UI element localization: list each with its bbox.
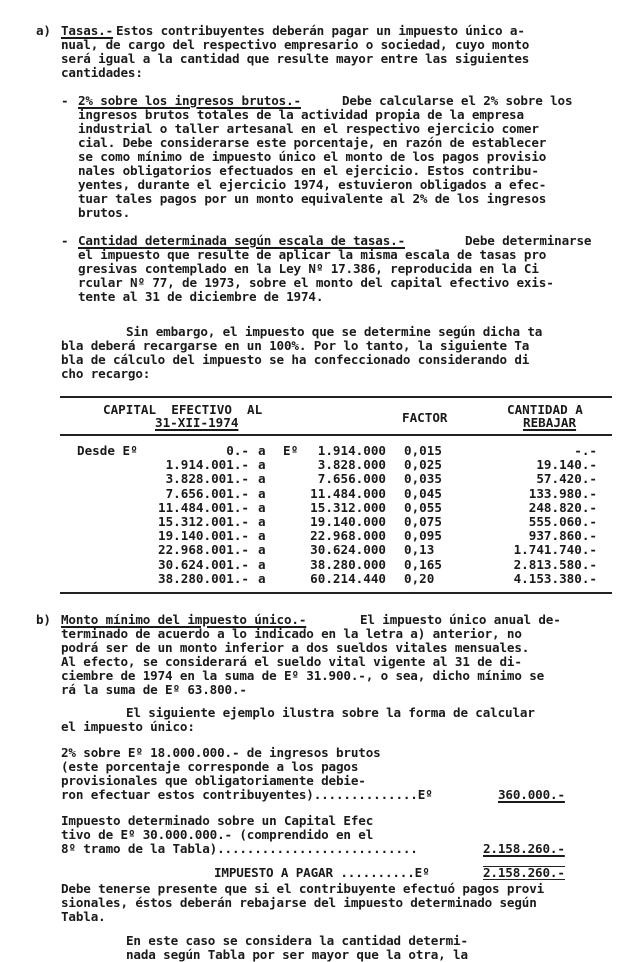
example-line-1: el impuesto único: — [61, 719, 195, 734]
cell-from: 11.484.001.- — [158, 500, 249, 515]
table-header-cantidad-1: CANTIDAD A — [507, 402, 583, 417]
closing-line-1: sionales, éstos deberán rebajarse del impuesto determinado según — [61, 895, 537, 910]
calc1-line-0: 2% sobre Eº 18.000.000.- de ingresos brutos — [61, 745, 381, 760]
cell-rebajar: -.- — [574, 443, 597, 458]
cell-to: 60.214.440 — [310, 571, 386, 586]
cell-a: a — [258, 486, 266, 501]
cell-to: 1.914.000 — [317, 443, 386, 458]
closing-line-0: Debe tenerse presente que si el contribuyente efectuó pagos provi — [61, 881, 545, 896]
cell-a: a — [258, 500, 266, 515]
item1-line-2: industrial o taller artesanal en el respectivo ejercicio comer — [78, 121, 539, 136]
cell-to: 15.312.000 — [310, 500, 386, 515]
item1-line-8: brutos. — [78, 205, 131, 220]
item1-line-3: cial. Debe considerarse este porcentaje, en razón de establecer — [78, 135, 547, 150]
calc1-amount: 360.000.- — [498, 787, 565, 802]
cell-a: a — [258, 457, 266, 472]
cell-a: a — [258, 514, 266, 529]
calc2-line-2: 8º tramo de la Tabla)........................... — [61, 841, 418, 856]
cell-rebajar: 4.153.380.- — [513, 571, 597, 586]
item2-line-4: tente al 31 de diciembre de 1974. — [78, 289, 324, 304]
section-a-title: Tasas.- — [61, 23, 114, 38]
cell-factor: 0,055 — [404, 500, 442, 515]
table-header-cantidad-2: REBAJAR — [523, 415, 577, 430]
cell-from: 38.280.001.- — [158, 571, 249, 586]
cell-rebajar: 937.860.- — [528, 528, 597, 543]
table-header-factor: FACTOR — [402, 410, 448, 425]
section-a-marker: a) — [36, 23, 51, 38]
cell-currency: Eº — [283, 443, 299, 458]
cell-to: 7.656.000 — [317, 471, 386, 486]
cell-rebajar: 1.741.740.- — [513, 542, 597, 557]
item1-line-7: tuar tales pagos por un monto equivalente al 2% de los ingresos — [78, 191, 547, 206]
table-header-capital-1: CAPITAL EFECTIVO AL — [103, 402, 263, 417]
cell-to: 30.624.000 — [310, 542, 386, 557]
section-b-line-4: ciembre de 1974 en la suma de Eº 31.900.-, o sea, dicho mínimo se — [61, 668, 545, 683]
closing-line-2: Tabla. — [61, 909, 106, 924]
section-b-line-1: terminado de acuerdo a lo indicado en la letra a) anterior, no — [61, 626, 522, 641]
item2-line-3: rcular Nº 77, de 1973, sobre el monto del capital efectivo exis- — [78, 275, 554, 290]
calc1-line-1: (este porcentaje corresponde a los pagos — [61, 759, 359, 774]
cell-a: a — [258, 557, 266, 572]
item2-title: Cantidad determinada según escala de tasas.- — [78, 233, 406, 248]
cell-rebajar: 2.813.580.- — [513, 557, 597, 572]
section-b-title: Monto mínimo del impuesto único.- — [61, 612, 307, 627]
cell-factor: 0,035 — [404, 471, 442, 486]
table-desde-label: Desde Eº — [77, 443, 138, 458]
cell-to: 22.968.000 — [310, 528, 386, 543]
cell-a: a — [258, 528, 266, 543]
item1-line-4: se como mínimo de impuesto único el monto de los pagos provisio — [78, 149, 547, 164]
cell-a: a — [258, 542, 266, 557]
item1-title: 2% sobre los ingresos brutos.- — [78, 93, 301, 108]
calc2-line-0: Impuesto determinado sobre un Capital Efec — [61, 813, 374, 828]
section-b-line-5: rá la suma de Eº 63.800.- — [61, 682, 247, 697]
para-line-1: bla deberá recargarse en un 100%. Por lo tanto, la siguiente Ta — [61, 338, 530, 353]
cell-a: a — [258, 571, 266, 586]
item2-line-2: gresivas contemplado en la Ley Nº 17.386, reproducida en la Ci — [78, 261, 539, 276]
calc1-line-2: provisionales que obligatoriamente debie- — [61, 773, 366, 788]
cell-from: 0.- — [226, 443, 249, 458]
item1-line-1: ingresos brutos totales de la actividad propia de la empresa — [78, 107, 524, 122]
cell-factor: 0,165 — [404, 557, 442, 572]
section-b-line-2: podrá ser de un monto inferior a dos sueldos vitales mensuales. — [61, 640, 530, 655]
cell-from: 7.656.001.- — [165, 486, 249, 501]
cell-rebajar: 19.140.- — [536, 457, 597, 472]
cell-from: 3.828.001.- — [165, 471, 249, 486]
cell-factor: 0,13 — [404, 542, 435, 557]
cell-a: a — [258, 471, 266, 486]
cell-factor: 0,045 — [404, 486, 442, 501]
cell-rebajar: 133.980.- — [528, 486, 597, 501]
item1-dash: - — [61, 93, 69, 108]
item1-line-5: nales obligatorios efectuados en el ejercicio. Estos contribu- — [78, 163, 539, 178]
table-header-rule — [60, 434, 612, 436]
item2-line-1: el impuesto que resulte de aplicar la misma escala de tasas pro — [78, 247, 547, 262]
cell-rebajar: 57.420.- — [536, 471, 597, 486]
pagar-label: IMPUESTO A PAGAR ..........Eº — [214, 865, 430, 880]
section-a-line-1: nual, de cargo del respectivo empresario o sociedad, cuyo monto — [61, 37, 530, 52]
cell-from: 19.140.001.- — [158, 528, 249, 543]
table-top-rule — [60, 396, 612, 398]
section-b-marker: b) — [36, 612, 51, 627]
para-line-0: Sin embargo, el impuesto que se determine según dicha ta — [126, 324, 543, 339]
pagar-amount: 2.158.260.- — [483, 865, 565, 880]
cell-factor: 0,025 — [404, 457, 442, 472]
section-a-line-3: cantidades: — [61, 65, 143, 80]
cell-to: 11.484.000 — [310, 486, 386, 501]
table-bottom-rule — [60, 592, 612, 594]
example-line-0: El siguiente ejemplo ilustra sobre la forma de calcular — [126, 705, 535, 720]
calc2-line-1: tivo de Eº 30.000.000.- (comprendido en el — [61, 827, 374, 842]
calc2-amount: 2.158.260.- — [483, 841, 565, 856]
item2-line-0: Debe determinarse — [465, 233, 592, 248]
cell-a: a — [258, 443, 266, 458]
cell-to: 38.280.000 — [310, 557, 386, 572]
section-b-line-3: Al efecto, se considerará el sueldo vital vigente al 31 de di- — [61, 654, 522, 669]
item2-dash: - — [61, 233, 69, 248]
item1-line-6: yentes, durante el ejercicio 1974, estuvieron obligados a efec- — [78, 177, 547, 192]
final-line-1: nada según Tabla por ser mayor que la otra, la — [126, 947, 468, 962]
cell-rebajar: 555.060.- — [528, 514, 597, 529]
cell-from: 22.968.001.- — [158, 542, 249, 557]
section-a-line-0: Estos contribuyentes deberán pagar un impuesto único a- — [116, 23, 525, 38]
cell-from: 30.624.001.- — [158, 557, 249, 572]
final-line-0: En este caso se considera la cantidad determi- — [126, 933, 468, 948]
cell-factor: 0,075 — [404, 514, 442, 529]
item1-line-0: Debe calcularse el 2% sobre los — [342, 93, 573, 108]
cell-factor: 0,20 — [404, 571, 435, 586]
cell-to: 3.828.000 — [317, 457, 386, 472]
cell-to: 19.140.000 — [310, 514, 386, 529]
cell-from: 15.312.001.- — [158, 514, 249, 529]
cell-from: 1.914.001.- — [165, 457, 249, 472]
section-b-line-0: El impuesto único anual de- — [360, 612, 561, 627]
calc1-line-3: ron efectuar estos contribuyentes)..............Eº — [61, 787, 433, 802]
para-line-3: cho recargo: — [61, 366, 151, 381]
para-line-2: bla de cálculo del impuesto se ha confeccionado considerando di — [61, 352, 530, 367]
section-a-line-2: será igual a la cantidad que resulte mayor entre las siguientes — [61, 51, 530, 66]
cell-rebajar: 248.820.- — [528, 500, 597, 515]
cell-factor: 0,015 — [404, 443, 442, 458]
table-header-capital-2: 31-XII-1974 — [155, 415, 239, 430]
cell-factor: 0,095 — [404, 528, 442, 543]
